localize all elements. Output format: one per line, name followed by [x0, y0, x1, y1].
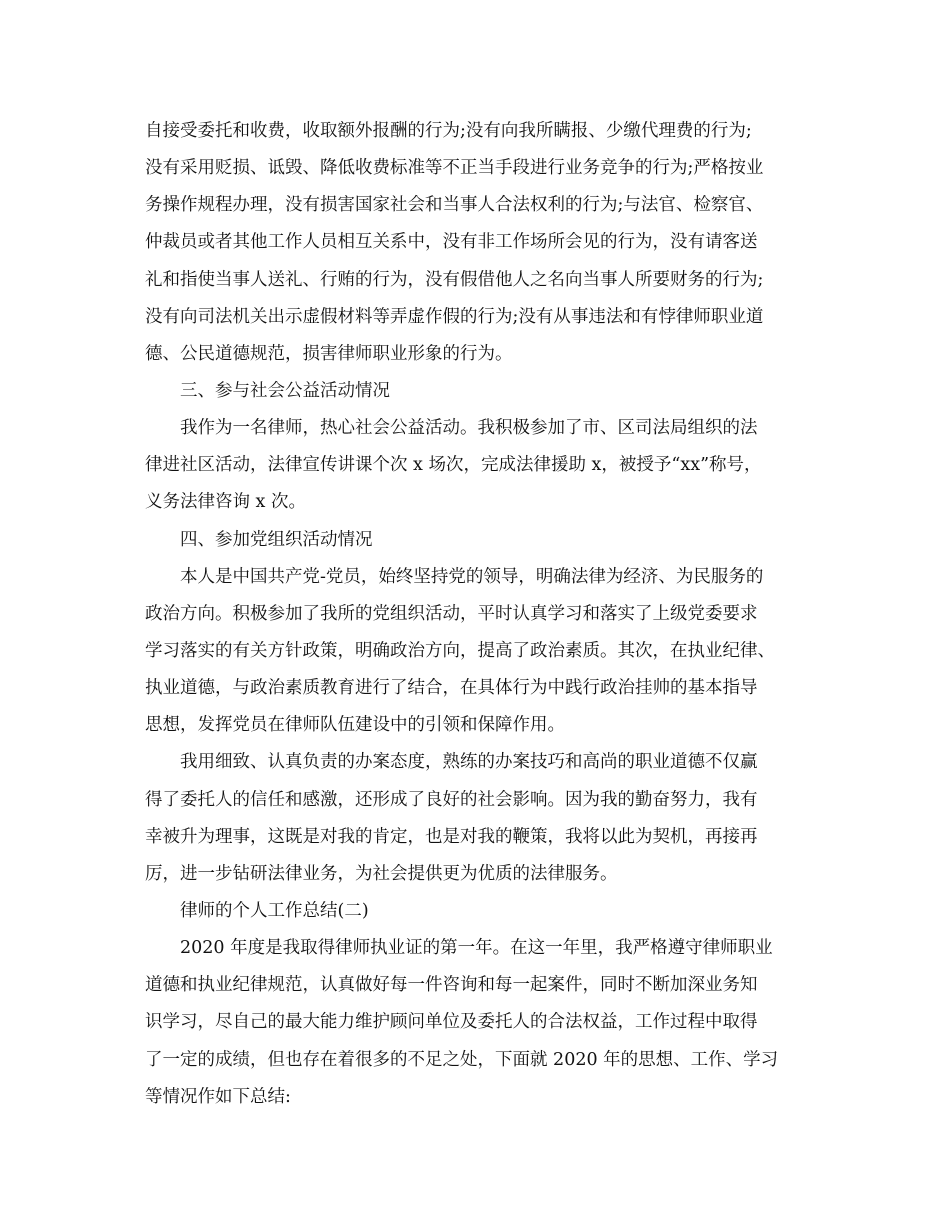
text-line: 务操作规程办理，没有损害国家社会和当事人合法权利的行为;与法官、检察官、	[145, 195, 764, 216]
paragraph-start-line: 三、参与社会公益活动情况	[180, 380, 390, 401]
text-line: 礼和指使当事人送礼、行贿的行为，没有假借他人之名向当事人所要财务的行为;	[145, 269, 764, 290]
text-line: 德、公民道德规范，损害律师职业形象的行为。	[145, 343, 513, 364]
text-line: 律进社区活动，法律宣传讲课个次 x 场次，完成法律援助 x，被授予“xx”称号，	[145, 455, 762, 476]
text-line: 自接受委托和收费，收取额外报酬的行为;没有向我所瞒报、少缴代理费的行为;	[145, 121, 752, 141]
text-line: 执业道德，与政治素质教育进行了结合，在具体行为中践行政治挂帅的基本指导	[145, 678, 758, 699]
text-line: 幸被升为理事，这既是对我的肯定，也是对我的鞭策，我将以此为契机，再接再	[145, 826, 758, 847]
text-line: 道德和执业纪律规范，认真做好每一件咨询和每一起案件，同时不断加深业务知	[145, 975, 758, 996]
text-line: 没有向司法机关出示虚假材料等弄虚作假的行为;没有从事违法和有悖律师职业道	[145, 306, 764, 327]
text-line: 得了委托人的信任和感激，还形成了良好的社会影响。因为我的勤奋努力，我有	[145, 789, 758, 810]
paragraph-start-line: 我用细致、认真负责的办案态度，熟练的办案技巧和高尚的职业道德不仅赢	[180, 752, 758, 773]
text-line: 义务法律咨询 x 次。	[145, 492, 306, 513]
paragraph-start-line: 本人是中国共产党-党员，始终坚持党的领导，明确法律为经济、为民服务的	[180, 566, 764, 587]
text-line: 政治方向。积极参加了我所的党组织活动，平时认真学习和落实了上级党委要求	[145, 603, 758, 624]
text-line: 学习落实的有关方针政策，明确政治方向，提高了政治素质。其次，在执业纪律、	[145, 640, 775, 661]
paragraph-start-line: 律师的个人工作总结(二)	[180, 900, 369, 921]
text-line: 了一定的成绩，但也存在着很多的不足之处，下面就 2020 年的思想、工作、学习	[145, 1049, 779, 1070]
text-line: 思想，发挥党员在律师队伍建设中的引领和保障作用。	[145, 715, 565, 736]
text-line: 识学习，尽自己的最大能力维护顾问单位及委托人的合法权益，工作过程中取得	[145, 1012, 758, 1033]
text-line: 仲裁员或者其他工作人员相互关系中，没有非工作场所会见的行为，没有请客送	[145, 232, 758, 253]
text-line: 没有采用贬损、诋毁、降低收费标准等不正当手段进行业务竞争的行为;严格按业	[145, 158, 764, 179]
paragraph-start-line: 2020 年度是我取得律师执业证的第一年。在这一年里，我严格遵守律师职业	[180, 938, 773, 959]
document-body	[145, 113, 815, 1116]
paragraph-start-line: 四、参加党组织活动情况	[180, 529, 373, 550]
text-line: 厉，进一步钻研法律业务，为社会提供更为优质的法律服务。	[145, 863, 618, 884]
text-line: 等情况作如下总结:	[145, 1086, 291, 1107]
paragraph-start-line: 我作为一名律师，热心社会公益活动。我积极参加了市、区司法局组织的法	[180, 418, 758, 439]
